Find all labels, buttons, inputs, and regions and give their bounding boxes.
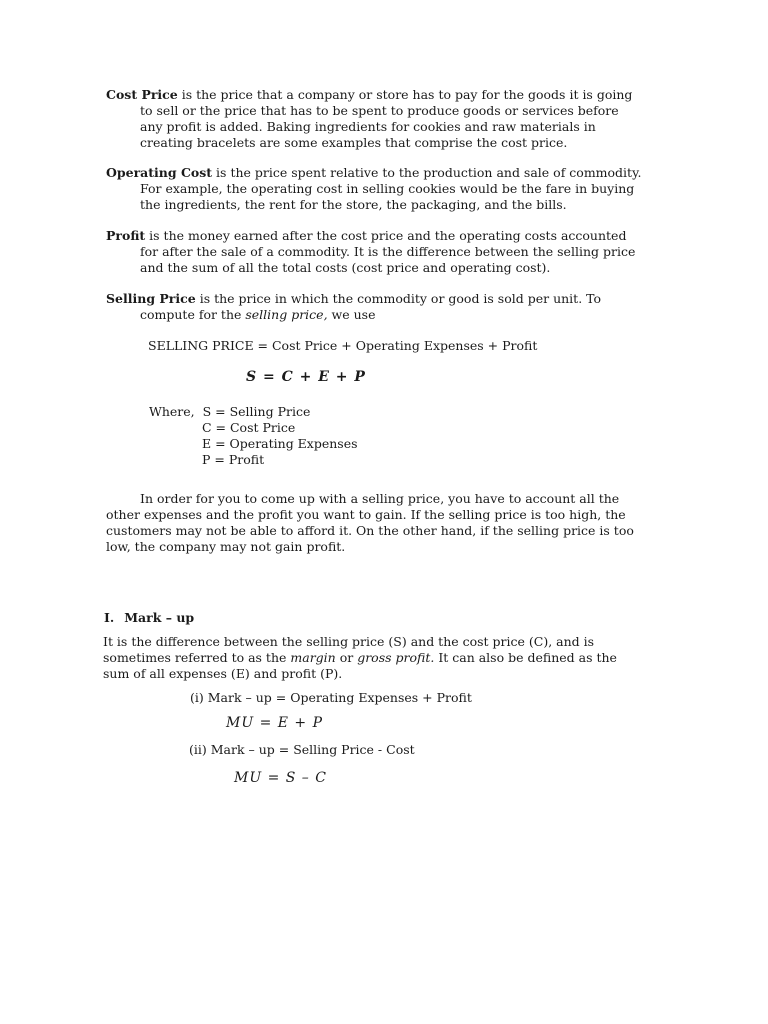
selling-price-paragraph	[106, 491, 656, 555]
legend-e: E = Operating Expenses	[202, 436, 358, 451]
legend-label: Where,	[149, 404, 195, 419]
definition-text: is the price that a company or store has to pay for the goods it is going	[177, 87, 633, 102]
definition-text: compute for the	[140, 307, 246, 322]
selling-price-formula-text: SELLING PRICE = Cost Price + Operating Expenses + Profit	[148, 338, 538, 353]
definition-line: for after the sale of a commodity. It is the difference between the selling price	[140, 244, 636, 259]
term-cost-price: Cost Price	[106, 87, 178, 102]
emphasis-gross-profit: gross profit.	[357, 650, 435, 665]
paragraph-line: other expenses and the profit you want to gain. If the selling price is too high, the	[106, 507, 626, 522]
definition-line: For example, the operating cost in selling cookies would be the fare in buying	[140, 181, 635, 196]
definition-operating-cost	[106, 165, 656, 213]
definition-line: and the sum of all the total costs (cost price and operating cost).	[140, 260, 551, 275]
paragraph-text: It can also be defined as the	[434, 650, 617, 665]
paragraph-line: It is the difference between the selling price (S) and the cost price (C), and is	[103, 634, 595, 649]
markup-equation-2-text: (ii) Mark – up = Selling Price - Cost	[189, 742, 415, 757]
emphasis-margin: margin	[290, 650, 336, 665]
definition-line	[106, 87, 656, 103]
markup-equation-1-math: MU = E + P	[226, 715, 324, 731]
definition-line	[106, 291, 656, 307]
paragraph-text: sometimes referred to as the	[103, 650, 291, 665]
definition-line: the ingredients, the rent for the store, the packaging, and the bills.	[140, 197, 567, 212]
section-heading-markup	[104, 610, 194, 625]
paragraph-line: customers may not be able to afford it. On the other hand, if the selling price is too	[106, 523, 634, 538]
definition-text: is the price spent relative to the production and sale of commodity.	[212, 165, 642, 180]
section-title: Mark – up	[124, 610, 195, 625]
definition-line: any profit is added. Baking ingredients for cookies and raw materials in	[140, 119, 596, 134]
selling-price-formula-math: S = C + E + P	[246, 369, 366, 385]
definition-selling-price	[106, 291, 656, 323]
term-profit: Profit	[106, 228, 146, 243]
term-selling-price: Selling Price	[106, 291, 196, 306]
legend-p: P = Profit	[202, 452, 265, 467]
definition-cost-price	[106, 87, 656, 151]
paragraph-text: or	[335, 650, 358, 665]
paragraph-line: low, the company may not gain profit.	[106, 539, 346, 554]
definition-profit	[106, 228, 656, 276]
markup-paragraph	[103, 634, 655, 682]
markup-equation-1-text: (i) Mark – up = Operating Expenses + Profit	[190, 690, 472, 705]
definition-line	[106, 228, 656, 244]
paragraph-line	[103, 650, 655, 666]
term-operating-cost: Operating Cost	[106, 165, 213, 180]
definition-line	[106, 165, 656, 181]
definition-text: is the money earned after the cost price and the operating costs accounted	[145, 228, 627, 243]
emphasis-selling-price: selling price,	[245, 307, 328, 322]
legend-s: S = Selling Price	[202, 404, 311, 419]
variable-legend	[149, 404, 358, 468]
section-number: I.	[104, 610, 115, 625]
definition-text: we use	[327, 307, 376, 322]
definition-line	[106, 307, 656, 323]
definition-line: creating bracelets are some examples that comprise the cost price.	[140, 135, 568, 150]
definition-line: to sell or the price that has to be spent to produce goods or services before	[140, 103, 619, 118]
definition-text: is the price in which the commodity or good is sold per unit. To	[195, 291, 602, 306]
markup-equation-2-math: MU = S – C	[234, 770, 327, 786]
paragraph-line: In order for you to come up with a selling price, you have to account all the	[140, 491, 620, 506]
paragraph-line: sum of all expenses (E) and profit (P).	[103, 666, 343, 681]
legend-c: C = Cost Price	[202, 420, 296, 435]
legend-row	[149, 404, 358, 420]
